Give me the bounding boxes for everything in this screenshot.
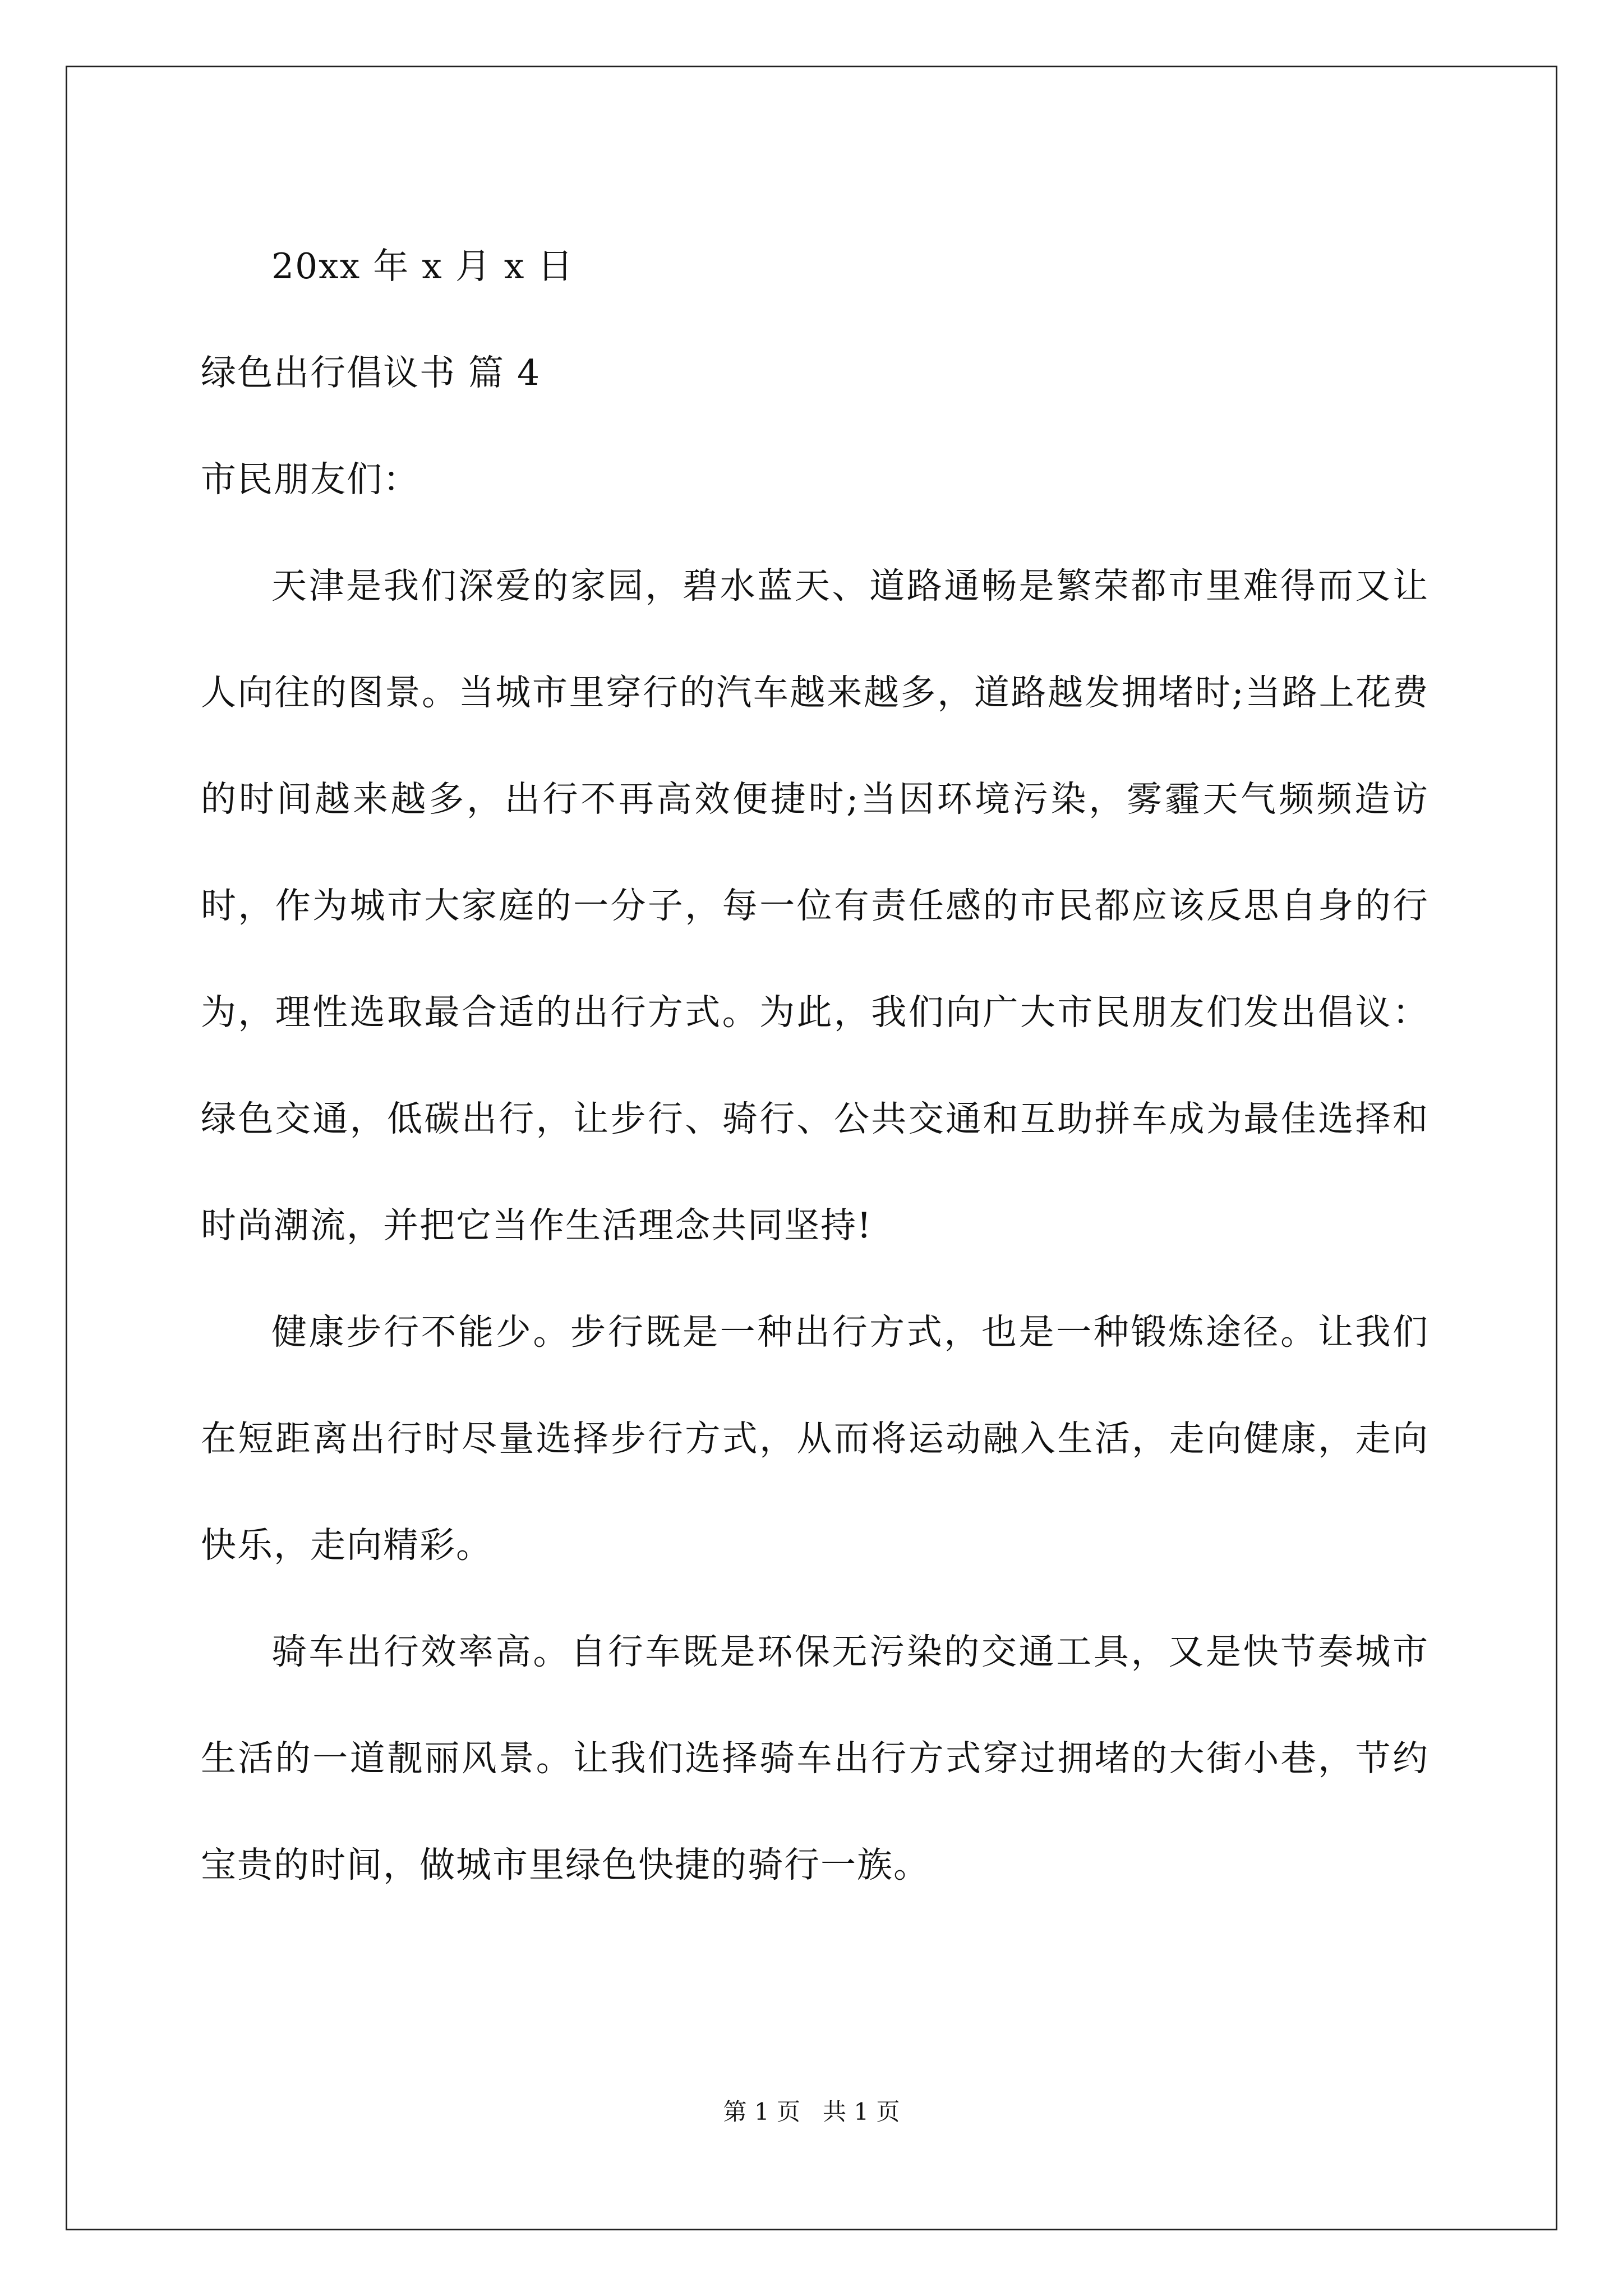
paragraph-walking: 健康步行不能少。步行既是一种出行方式，也是一种锻炼途径。让我们在短距离出行时尽量选择步行方式，从而将运动融入生活，走向健康，走向快乐，走向精彩。 xyxy=(201,1312,1429,1566)
page-footer: 第 1 页 共 1 页 xyxy=(723,2098,900,2125)
salutation: 市民朋友们： xyxy=(201,459,419,500)
document-date: 20xx 年 x 月 x 日 xyxy=(271,246,574,287)
paragraph-intro: 天津是我们深爱的家园，碧水蓝天、道路通畅是繁荣都市里难得而又让人向往的图景。当城市里穿行的汽车越来越多，道路越发拥堵时;当路上花费的时间越来越多，出行不再高效便捷时;当因环境污染，雾霾天气频频造访时，作为城市大家庭的一分子，每一位有责任感的市民都应该反思自身的行为，理性选取最合适的出行方式。为此，我们向广大市民朋友们发出倡议：绿色交通，低碳出行，让步行、骑行、公共交通和互助拼车成为最佳选择和时尚潮流，并把它当作生活理念共同坚持! xyxy=(201,565,1429,1246)
document-body xyxy=(201,213,1429,1918)
paragraph-cycling: 骑车出行效率高。自行车既是环保无污染的交通工具，又是快节奏城市生活的一道靓丽风景。让我们选择骑车出行方式穿过拥堵的大街小巷，节约宝贵的时间，做城市里绿色快捷的骑行一族。 xyxy=(201,1631,1429,1885)
document-title: 绿色出行倡议书 篇 4 xyxy=(201,352,541,393)
